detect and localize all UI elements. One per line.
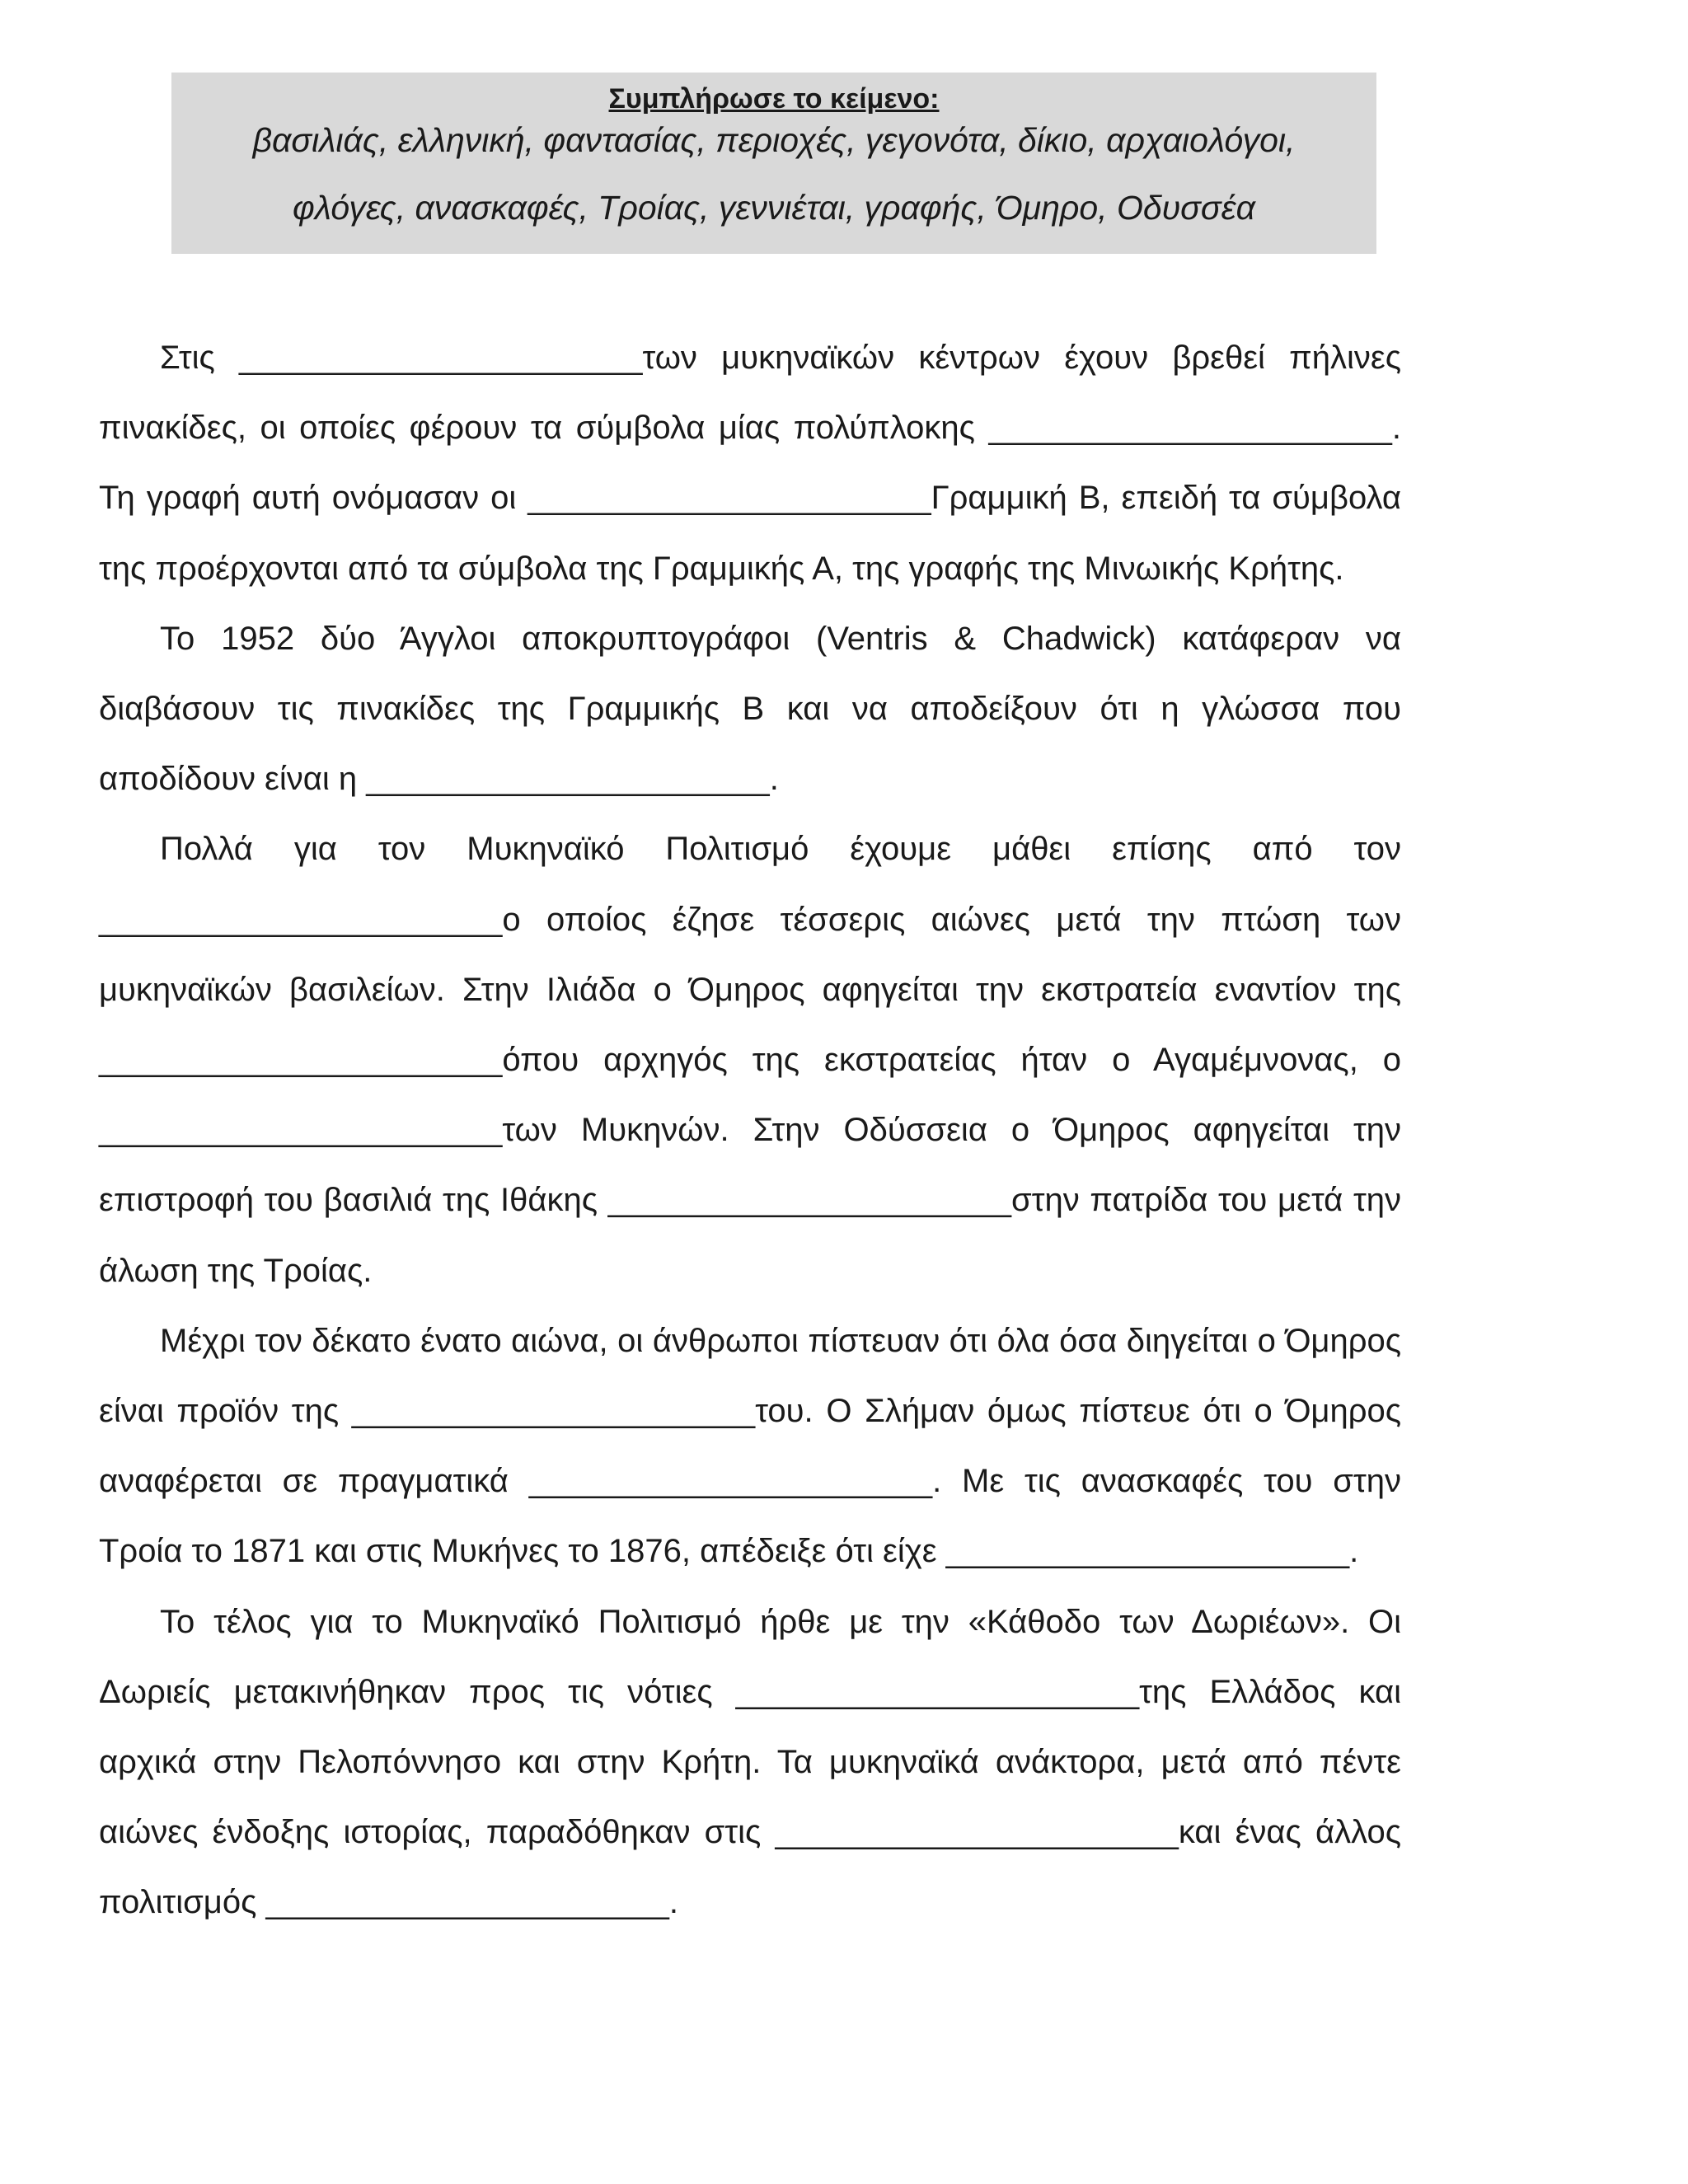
word-bank-box: [171, 73, 1376, 254]
fill-blank[interactable]: ______________________: [607, 1182, 1012, 1219]
text-segment: των μυκηναϊκών κέντρων έχουν βρεθεί πήλινες πινακίδες, οι οποίες φέρουν τα σύμβολα μίας πολύπλοκης: [99, 340, 1401, 447]
text-segment: .: [668, 1884, 679, 1921]
fill-blank[interactable]: ______________________: [528, 1463, 933, 1500]
fill-blank[interactable]: ______________________: [775, 1814, 1179, 1851]
fill-blank[interactable]: ______________________: [988, 410, 1392, 447]
text-segment: Στις: [160, 340, 240, 376]
word-bank-line-2: φλόγες, ανασκαφές, Τροίας, γεννιέται, γραφής, Όμηρο, Οδυσσέα: [292, 189, 1256, 227]
word-bank-line-1: βασιλιάς, ελληνική, φαντασίας, περιοχές, γεγονότα, δίκιο, αρχαιολόγοι,: [252, 121, 1296, 159]
text-segment: της Ελλάδος και αρχικά στην Πελοπόννησο και στην Κρήτη. Τα μυκηναϊκά ανάκτορα, μετά από πέντε αιώνες ένδοξης ιστορίας, παραδόθηκαν στις: [99, 1673, 1402, 1851]
fill-blank[interactable]: ______________________: [735, 1673, 1140, 1710]
paragraph-1: [99, 323, 1401, 604]
paragraph-5: [99, 1587, 1401, 1938]
text-segment: Το 1952 δύο Άγγλοι αποκρυπτογράφοι (Ventris & Chadwick) κατάφεραν να διαβάσουν τις πινακίδες της Γραμμικής Β και να αποδείξουν ότι η γλώσσα που αποδίδουν είναι η: [99, 620, 1401, 798]
fill-blank[interactable]: ______________________: [351, 1393, 756, 1430]
text-segment: ο οποίος έζησε τέσσερις αιώνες μετά την πτώση των μυκηναϊκών βασιλείων. Στην Ιλιάδα ο Όμηρος αφηγείται την εκστρατεία εναντίον της: [99, 901, 1401, 1008]
paragraph-3: [99, 814, 1401, 1305]
text-segment: Το τέλος για το Μυκηναϊκό Πολιτισμό ήρθε με την «Κάθοδο των Δωριέων». Οι Δωριείς μετακινήθηκαν προς τις νότιες: [99, 1603, 1401, 1710]
text-segment: και ένας άλλος πολιτισμός: [99, 1814, 1402, 1921]
word-bank-title: Συμπλήρωσε το κείμενο:: [608, 83, 940, 115]
text-segment: των Μυκηνών. Στην Οδύσσεια ο Όμηρος αφηγείται την επιστροφή του βασιλιά της Ιθάκης: [99, 1112, 1401, 1219]
fill-blank[interactable]: ______________________: [528, 480, 931, 517]
fill-blank[interactable]: ______________________: [99, 901, 503, 938]
text-segment: Μέχρι τον δέκατο ένατο αιώνα, οι άνθρωποι πίστευαν ότι όλα όσα διηγείται ο Όμηρος είναι προϊόν της: [99, 1322, 1401, 1430]
fill-blank[interactable]: ______________________: [265, 1884, 669, 1921]
text-segment: στην πατρίδα του μετά την άλωση της Τροίας.: [99, 1182, 1401, 1289]
fill-blank[interactable]: ______________________: [945, 1533, 1350, 1570]
fill-blank[interactable]: ______________________: [239, 340, 643, 376]
text-segment: του. Ο Σλήμαν όμως πίστευε ότι ο Όμηρος αναφέρεται σε πραγματικά: [99, 1393, 1401, 1500]
text-segment: Πολλά για τον Μυκηναϊκό Πολιτισμό έχουμε μάθει επίσης από τον: [160, 831, 1401, 868]
text-segment: Γραμμική Β, επειδή τα σύμβολα της προέρχονται από τα σύμβολα της Γραμμικής Α, της γραφής της Μινωικής Κρήτης.: [99, 480, 1401, 587]
worksheet-text: [99, 323, 1401, 1938]
text-segment: . Τη γραφή αυτή ονόμασαν οι: [99, 410, 1401, 517]
paragraph-2: [99, 604, 1401, 815]
text-segment: . Με τις ανασκαφές του στην Τροία το 1871 και στις Μυκήνες το 1876, απέδειξε ότι είχε: [99, 1463, 1401, 1570]
fill-blank[interactable]: ______________________: [366, 761, 770, 798]
text-segment: .: [1349, 1533, 1359, 1570]
fill-blank[interactable]: ______________________: [99, 1112, 503, 1149]
text-segment: .: [769, 761, 779, 798]
text-segment: όπου αρχηγός της εκστρατείας ήταν ο Αγαμέμνονας, ο: [502, 1042, 1401, 1079]
paragraph-4: [99, 1306, 1401, 1587]
fill-blank[interactable]: ______________________: [99, 1042, 503, 1079]
